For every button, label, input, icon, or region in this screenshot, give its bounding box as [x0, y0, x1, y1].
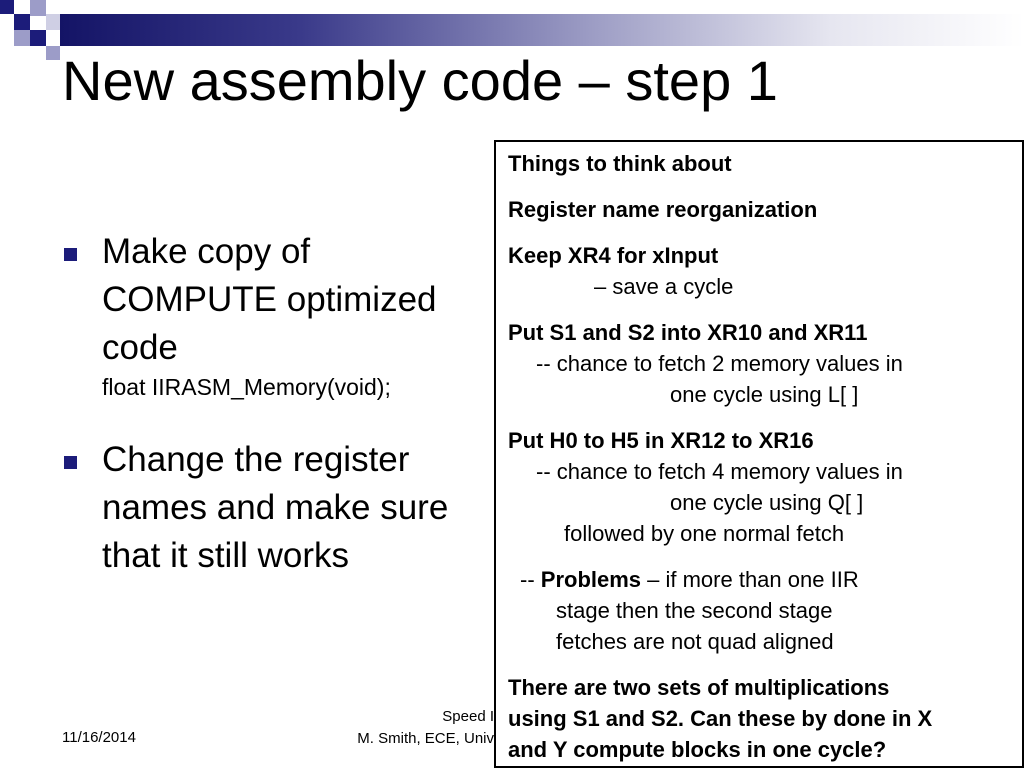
- notes-item-h0-h5-detail-3: followed by one normal fetch: [564, 521, 845, 546]
- slide-title: New assembly code – step 1: [62, 49, 778, 112]
- footer-center-line-2: M. Smith, ECE, Univ: [357, 730, 494, 747]
- notes-box: [494, 140, 1024, 768]
- header-square-1: [0, 0, 14, 14]
- notes-heading: Things to think about: [508, 151, 732, 176]
- footer-center-line-1: Speed I: [442, 708, 494, 725]
- notes-problems-prefix: --: [520, 567, 541, 592]
- notes-problems-line-2: stage then the second stage: [556, 598, 833, 623]
- notes-item-s1-s2-detail-2: one cycle using L[ ]: [670, 382, 859, 407]
- notes-item-xr4-detail: – save a cycle: [594, 274, 734, 299]
- square-bullet-icon: [64, 248, 77, 261]
- bullet-subtext: float IIRASM_Memory(void);: [102, 374, 391, 400]
- notes-item-xr4: Keep XR4 for xInput: [508, 243, 719, 268]
- notes-problems-line-3: fetches are not quad aligned: [556, 629, 834, 654]
- footer-center-text: [300, 706, 494, 750]
- footer-date: 11/16/2014: [62, 729, 136, 746]
- bullet-text: Make copy of COMPUTE optimized code: [102, 232, 437, 367]
- notes-item-h0-h5: Put H0 to H5 in XR12 to XR16: [508, 428, 814, 453]
- notes-problems-label: Problems: [540, 567, 642, 592]
- notes-item-s1-s2-detail-1: -- chance to fetch 2 memory values in: [536, 351, 903, 376]
- notes-item-h0-h5-detail-2: one cycle using Q[ ]: [670, 490, 864, 515]
- notes-item-h0-h5-detail-1: -- chance to fetch 4 memory values in: [536, 459, 903, 484]
- header-square-7: [46, 46, 60, 60]
- bullet-item: [62, 436, 492, 580]
- notes-question-line-1: There are two sets of multiplications: [508, 675, 890, 700]
- notes-item-s1-s2: Put S1 and S2 into XR10 and XR11: [508, 320, 868, 345]
- header-square-5: [14, 30, 30, 46]
- square-bullet-icon: [64, 456, 77, 469]
- notes-question-line-2: using S1 and S2. Can these by done in X: [508, 706, 933, 731]
- header-square-4: [46, 14, 60, 30]
- header-square-6: [30, 30, 46, 46]
- header-gradient-bar: [60, 14, 1024, 46]
- header-square-2: [14, 14, 30, 30]
- bullet-item: [62, 228, 492, 402]
- bullet-text: Change the register names and make sure that it still works: [102, 440, 449, 575]
- header-square-3: [30, 0, 46, 16]
- notes-problems-text: – if more than one IIR: [641, 567, 859, 592]
- notes-item-register-reorg: Register name reorganization: [508, 197, 818, 222]
- notes-question-line-3: and Y compute blocks in one cycle?: [508, 737, 887, 762]
- bullet-list: [62, 228, 492, 606]
